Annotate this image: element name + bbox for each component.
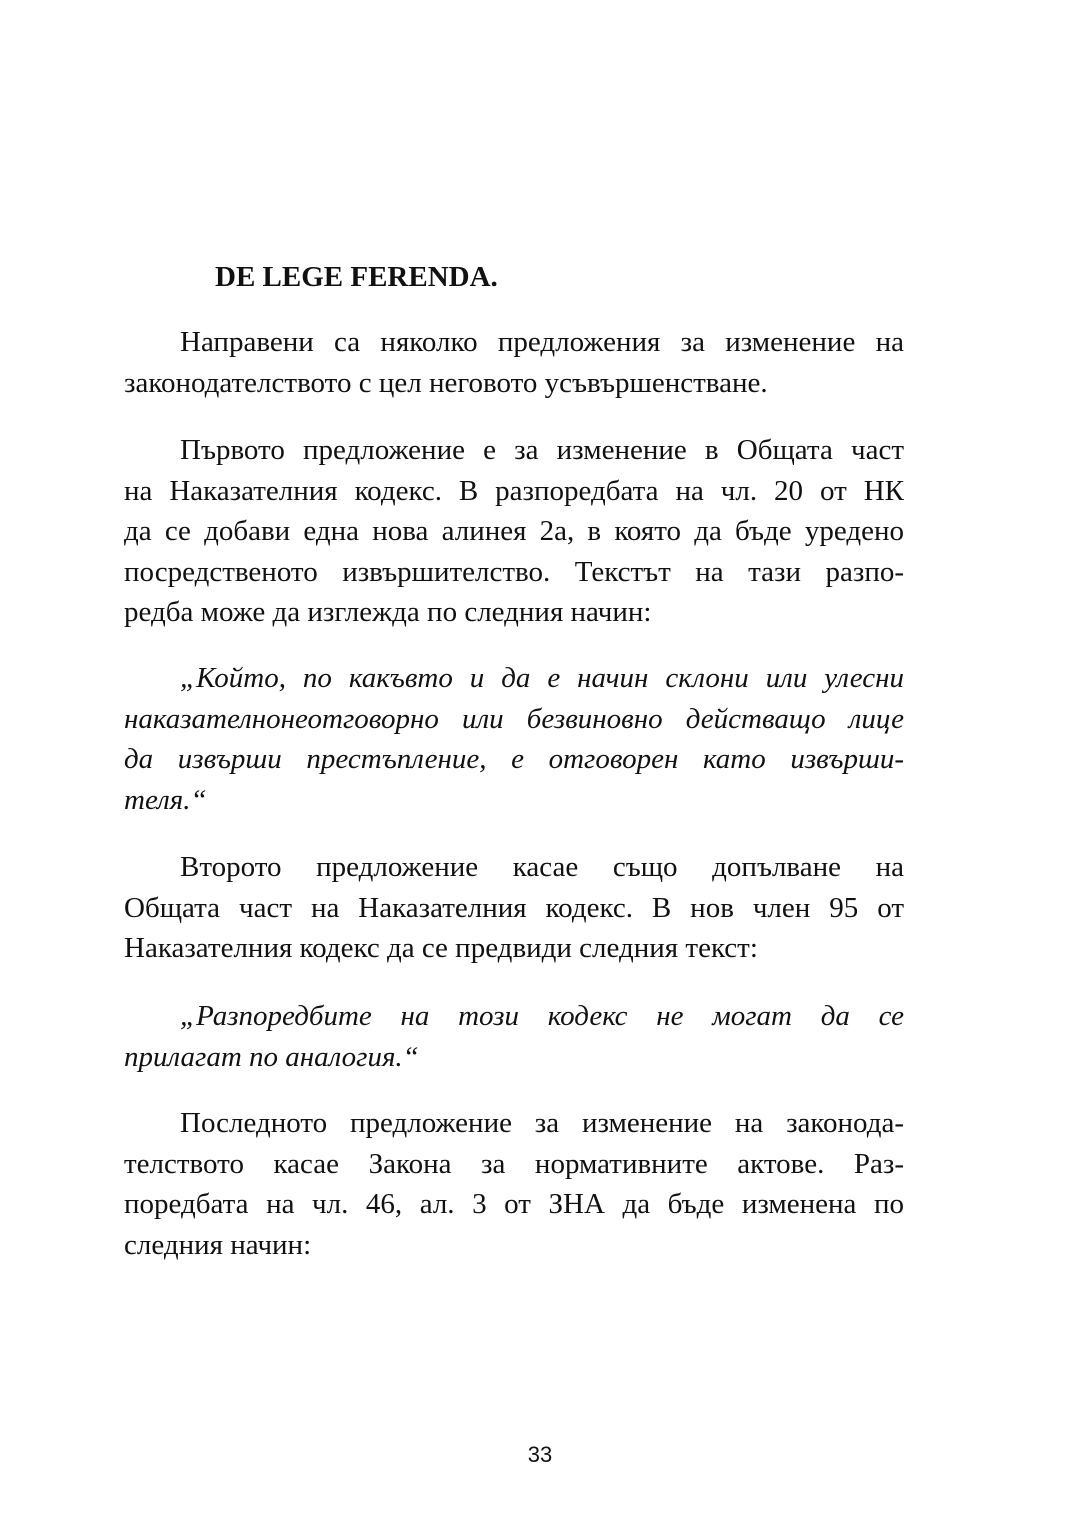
text-line: телството касае Закона за нормативните актове. Раз-: [124, 1147, 904, 1180]
text-line: законодателството с цел неговото усъвършенстване.: [124, 366, 768, 399]
text-line: теля.“: [124, 783, 207, 816]
text-line: да се добави една нова алинея 2а, в която да бъде уредено: [124, 515, 904, 547]
text-line: Последното предложение за изменение на законода-: [180, 1107, 904, 1139]
text-line: Второто предложение касае също допълване на: [180, 851, 904, 883]
text-line: следния начин:: [124, 1228, 312, 1261]
paragraph-first-proposal: [124, 430, 904, 633]
text-line: Първото предложение е за изменение в Общата част: [180, 434, 904, 466]
paragraph-last-proposal: [124, 1103, 904, 1265]
text-line: Общата част на Наказателния кодекс. В нов член 95 от: [124, 891, 904, 924]
text-line: наказателнонеотговорно или безвиновно действащо лице: [124, 702, 904, 735]
text-line: „Разпоредбите на този кодекс не могат да се: [180, 1000, 904, 1032]
text-line: Наказателния кодекс да се предвиди следния текст:: [124, 932, 758, 964]
text-line: редба може да изглежда по следния начин:: [124, 596, 652, 628]
page-number: 33: [527, 1442, 553, 1467]
text-line: „Който, по какъвто и да е начин склони или улесни: [180, 662, 904, 694]
quote-second-proposal: [124, 996, 904, 1077]
paragraph-second-proposal: [124, 847, 904, 969]
quote-first-proposal: [124, 658, 904, 820]
text-line: поредбата на чл. 46, ал. 3 от ЗНА да бъде изменена по: [124, 1188, 904, 1220]
text-line: прилагат по аналогия.“: [124, 1040, 419, 1073]
text-line: на Наказателния кодекс. В разпоредбата на чл. 20 от НК: [124, 474, 904, 507]
text-line: Направени са няколко предложения за изменение на: [180, 326, 904, 358]
paragraph-intro: [124, 322, 904, 403]
text-line: посредственото извършителство. Текстът на тази разпо-: [124, 555, 904, 588]
text-line: да извърши престъпление, е отговорен като извърши-: [124, 743, 904, 775]
section-heading: DE LEGE FERENDA.: [215, 261, 498, 293]
